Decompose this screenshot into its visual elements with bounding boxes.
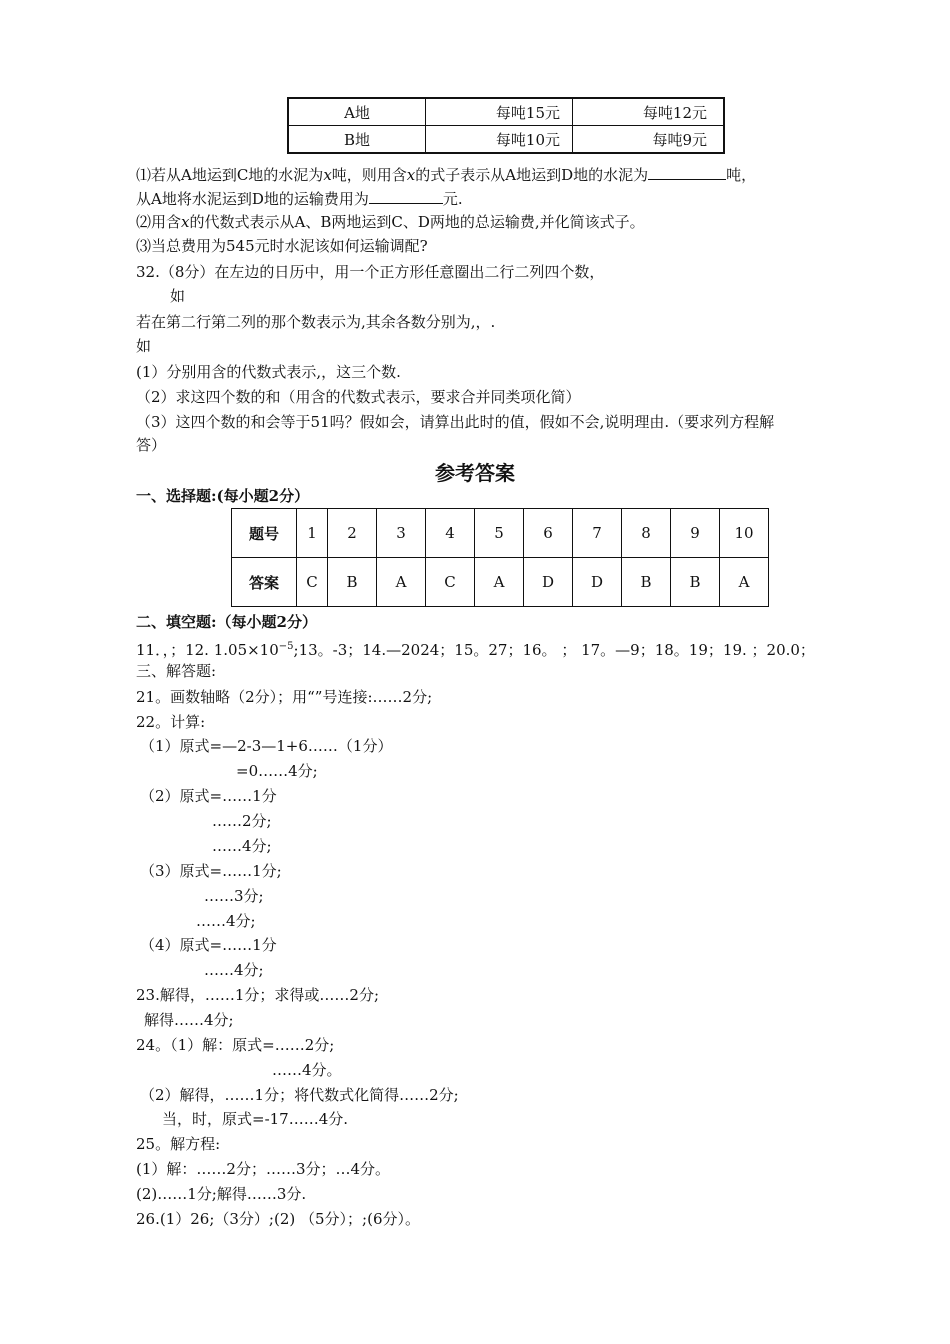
text: 从A地将水泥运到D地的运输费用为 [136,190,369,208]
text: 吨，则用含 [331,166,407,184]
text: 的代数式表示从A、B两地运到C、D两地的总运输费,并化简该式子。 [189,213,645,231]
answer-line: （4）原式=……1分 [140,936,277,954]
question-number: 10 [720,509,769,558]
answer-line: （1）原式=—2-3—1+6……（1分） [140,737,393,755]
fill-answers [136,636,815,661]
answer-cell: D [524,558,573,607]
text: 11．，；12. 1.05×10 [136,641,279,659]
exponent: −5 [278,641,294,652]
q32-part1: (1）分别用含的代数式表示,，这三个数. [136,363,401,381]
answer-line: （2）原式=……1分 [140,787,277,805]
q32-line2: 若在第二行第二列的那个数表示为,其余各数分别为,，. [136,313,496,331]
variable-x: x [181,213,190,231]
q31-part2 [136,211,645,233]
text: 元. [442,190,463,208]
q32-ru: 如 [136,337,152,355]
table-row [232,558,769,607]
answer-line: =0……4分; [236,762,318,780]
answer-cell: B [328,558,377,607]
answer-cell: B [671,558,720,607]
answer-cell: A [720,558,769,607]
answer-line: 24。（1）解：原式=……2分; [136,1036,335,1054]
answer-line: （2）解得，……1分；将代数式化简得……2分; [140,1086,459,1104]
text: ⑴若从A地运到C地的水泥为 [136,166,324,184]
answer-line: (1）解：……2分；……3分；…4分。 [136,1160,391,1178]
answer-title: 参考答案 [435,461,515,485]
cost-to-c-cell: 每吨10元 [426,126,573,154]
q32-stem: 32.（8分）在左边的日历中，用一个正方形任意圈出二行二列四个数， [136,263,605,281]
answer-line: ……4分; [204,961,264,979]
question-number: 8 [622,509,671,558]
answer-line: ……4分; [196,912,256,930]
section-solve: 三、解答题: [136,662,217,680]
answer-line: 25。解方程: [136,1135,221,1153]
question-number: 5 [475,509,524,558]
answer-line: ……4分; [212,837,272,855]
answer-line: ……2分; [212,812,272,830]
text: 的式子表示从A地运到D地的水泥为 [415,166,649,184]
variable-x: x [323,166,332,184]
text: ⑵用含 [136,213,182,231]
question-number: 7 [573,509,622,558]
q31-part1-line2 [136,188,463,210]
section-choice: 一、选择题:(每小题2分） [136,487,310,505]
section-fill: 二、填空题:（每小题2分） [136,613,317,631]
q31-part3: ⑶当总费用为545元时水泥该如何运输调配? [136,237,428,255]
text: ;13。-3；14.—2024；15。27；16。 ； 17。—9；18。19；19. ；20.0； [293,641,815,659]
table-row [232,509,769,558]
answer-line: （3）原式=……1分; [140,862,282,880]
table-row [288,126,724,154]
answer-table [231,508,769,607]
answer-line: (2)……1分;解得……3分. [136,1185,307,1203]
variable-x: x [406,166,416,184]
answer-label: 答案 [232,558,297,607]
answer-line: 26.(1）26;（3分）;(2) （5分）；;(6分）。 [136,1210,420,1228]
answer-cell: C [297,558,328,607]
answer-line: 23.解得，……1分；求得或……2分; [136,986,379,1004]
transport-cost-table [287,97,725,154]
answer-line: 当，时，原式=-17……4分. [162,1110,349,1128]
place-cell: A地 [288,98,426,126]
answer-line: 21。画数轴略（2分）；用“”号连接:……2分; [136,688,433,706]
q32-part2: （2）求这四个数的和（用含的代数式表示，要求合并同类项化简） [136,388,581,406]
question-number: 6 [524,509,573,558]
cost-to-d-cell: 每吨9元 [573,126,725,154]
place-cell: B地 [288,126,426,154]
question-number: 3 [377,509,426,558]
answer-cell: D [573,558,622,607]
answer-cell: A [475,558,524,607]
question-number: 9 [671,509,720,558]
q32-part3-cont: 答） [136,436,167,454]
header-label: 题号 [232,509,297,558]
answer-line: 解得……4分; [144,1011,234,1029]
answer-blank [648,165,726,180]
answer-cell: C [426,558,475,607]
answer-cell: A [377,558,426,607]
cost-to-c-cell: 每吨15元 [426,98,573,126]
q32-ru: 如 [170,287,186,305]
answer-cell: B [622,558,671,607]
answer-line: ……4分。 [272,1061,342,1079]
answer-blank [369,189,443,204]
question-number: 1 [297,509,328,558]
text: 吨， [726,166,757,184]
answer-line: 22。计算: [136,713,206,731]
question-number: 4 [426,509,475,558]
table-row [288,98,724,126]
question-number: 2 [328,509,377,558]
q31-part1 [136,164,756,186]
q32-part3: （3）这四个数的和会等于51吗？假如会，请算出此时的值，假如不会,说明理由.（要求列方程解 [136,413,775,431]
cost-to-d-cell: 每吨12元 [573,98,725,126]
answer-line: ……3分; [204,887,264,905]
